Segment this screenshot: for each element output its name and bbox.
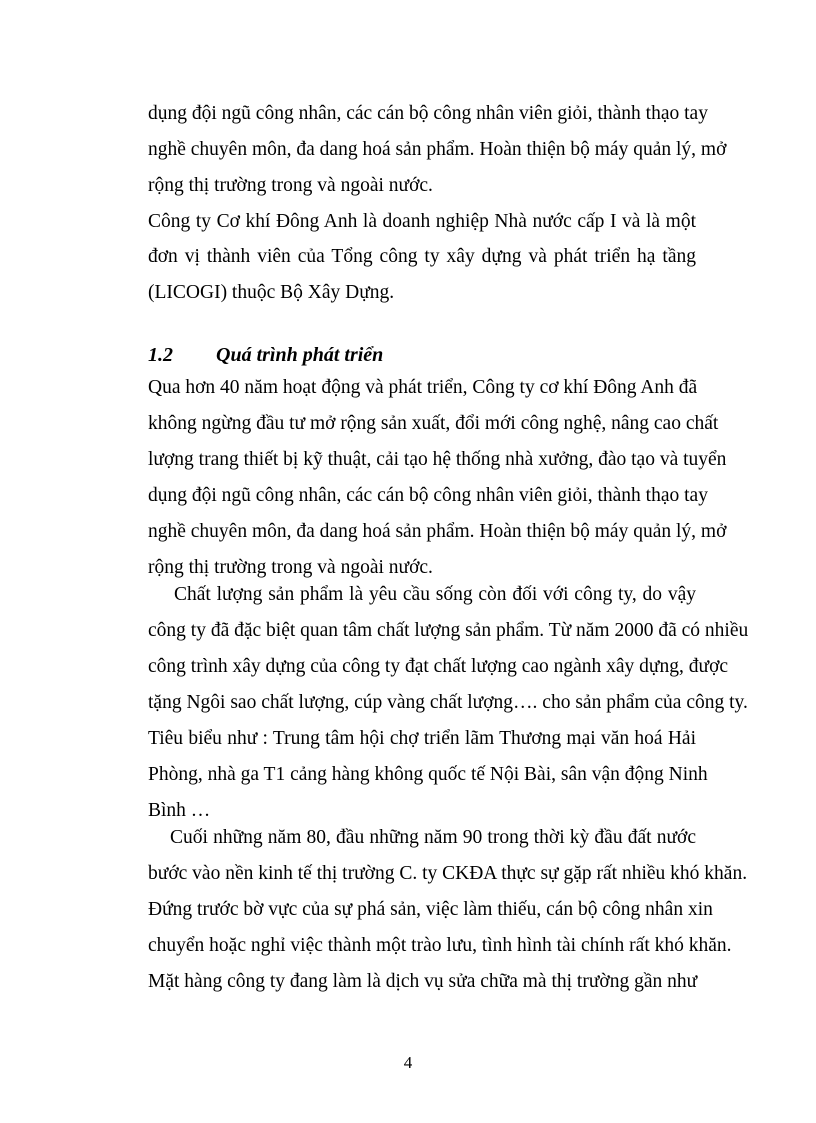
text-line: Bình …: [148, 800, 211, 821]
text-line: Qua hơn 40 năm hoạt động và phát triển, Công ty cơ khí Đông Anh đã: [148, 377, 698, 398]
text-line: nghề chuyên môn, đa dang hoá sản phẩm. Hoàn thiện bộ máy quản lý, mở: [148, 139, 727, 160]
text-line: đơn vị thành viên của Tổng công ty xây dựng và phát triển hạ tầng: [148, 246, 696, 267]
page-number: 4: [403, 1053, 413, 1072]
text-line: (LICOGI) thuộc Bộ Xây Dựng.: [148, 282, 395, 303]
text-line: chuyển hoặc nghỉ việc thành một trào lưu, tình hình tài chính rất khó khăn.: [148, 935, 732, 956]
text-line: rộng thị trường trong và ngoài nước.: [148, 175, 433, 196]
text-line: Mặt hàng công ty đang làm là dịch vụ sửa chữa mà thị trường gần như: [148, 971, 698, 992]
text-line: Phòng, nhà ga T1 cảng hàng không quốc tế Nội Bài, sân vận động Ninh: [148, 764, 708, 785]
text-line: không ngừng đầu tư mở rộng sản xuất, đổi mới công nghệ, nâng cao chất: [148, 413, 719, 434]
text-line: nghề chuyên môn, đa dang hoá sản phẩm. Hoàn thiện bộ máy quản lý, mở: [148, 521, 727, 542]
section-title: Quá trình phát triển: [216, 344, 384, 366]
text-line: dụng đội ngũ công nhân, các cán bộ công nhân viên giỏi, thành thạo tay: [148, 485, 708, 506]
text-line: lượng trang thiết bị kỹ thuật, cải tạo hệ thống nhà xưởng, đào tạo và tuyển: [148, 449, 727, 470]
text-line: tặng Ngôi sao chất lượng, cúp vàng chất lượng…. cho sản phẩm của công ty.: [148, 692, 748, 713]
section-heading: [148, 343, 383, 367]
text-line: bước vào nền kinh tế thị trường C. ty CKĐA thực sự gặp rất nhiều khó khăn.: [148, 863, 748, 884]
text-line: công trình xây dựng của công ty đạt chất lượng cao ngành xây dựng, được: [148, 656, 729, 677]
text-line: Cuối những năm 80, đầu những năm 90 trong thời kỳ đầu đất nước: [170, 827, 696, 848]
text-line: công ty đã đặc biệt quan tâm chất lượng sản phẩm. Từ năm 2000 đã có nhiều: [148, 620, 749, 641]
text-line: rộng thị trường trong và ngoài nước.: [148, 557, 433, 578]
text-line: Chất lượng sản phẩm là yêu cầu sống còn đối với công ty, do vậy: [174, 584, 696, 605]
text-line: Đứng trước bờ vực của sự phá sản, việc làm thiếu, cán bộ công nhân xin: [148, 899, 713, 920]
text-line: Công ty Cơ khí Đông Anh là doanh nghiệp Nhà nước cấp I và là một: [148, 211, 696, 232]
text-line: dụng đội ngũ công nhân, các cán bộ công nhân viên giỏi, thành thạo tay: [148, 103, 708, 124]
text-line: Tiêu biểu như : Trung tâm hội chợ triển lãm Thương mại văn hoá Hải: [148, 728, 696, 749]
section-number: 1.2: [148, 344, 173, 366]
